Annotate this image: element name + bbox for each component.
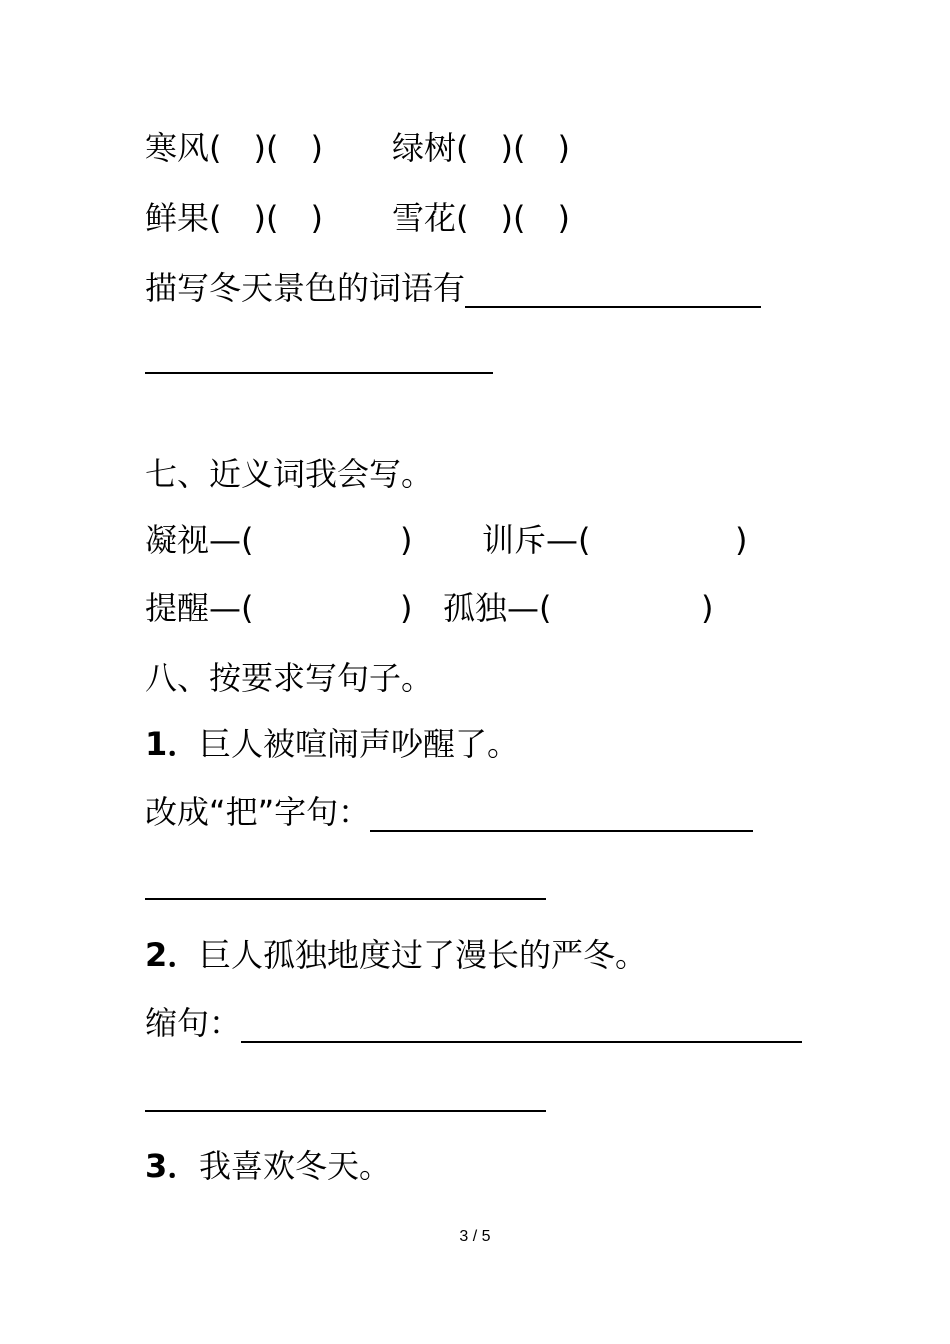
word-pair-row-1 [145, 128, 570, 168]
question-1 [145, 724, 519, 764]
question-2-answer-line-2[interactable] [145, 1110, 546, 1112]
word-xianguo: 鲜果( )( ) [145, 199, 323, 237]
question-2-number: 2． [145, 936, 200, 974]
winter-words-answer-blank[interactable] [465, 276, 761, 308]
section-7-title-text: 七、近义词我会写。 [145, 455, 434, 493]
word-pair-row-2 [145, 198, 570, 238]
question-1-task [145, 792, 753, 832]
question-1-number: 1． [145, 725, 200, 763]
question-2-text: 巨人孤独地度过了漫长的严冬。 [199, 936, 648, 974]
synonym-tixing: 提醒—( [145, 589, 254, 627]
winter-words-question [145, 268, 761, 308]
winter-words-answer-line-2[interactable] [145, 372, 493, 374]
synonym-xunchi-close: ) [735, 521, 748, 559]
question-1-task-label: 改成“把”字句： [145, 793, 371, 831]
question-1-answer-blank[interactable] [370, 800, 753, 832]
question-2-task-label: 缩句： [145, 1004, 242, 1042]
question-3-text: 我喜欢冬天。 [199, 1147, 392, 1185]
question-2 [145, 935, 647, 975]
question-1-text: 巨人被喧闹声吵醒了。 [199, 725, 520, 763]
synonym-row-1 [145, 520, 747, 560]
synonym-tixing-close: ) [400, 589, 413, 627]
word-lvshu: 绿树( )( ) [392, 129, 570, 167]
winter-words-label: 描写冬天景色的词语有 [145, 269, 466, 307]
page-number: 3 / 5 [459, 1228, 491, 1245]
question-2-task [145, 1003, 802, 1043]
synonym-xunchi: 训斥—( [482, 521, 591, 559]
section-7-title [145, 454, 433, 494]
question-3-number: 3． [145, 1147, 200, 1185]
word-hanfeng: 寒风( )( ) [145, 129, 323, 167]
synonym-row-2 [145, 588, 713, 628]
section-8-title [145, 658, 433, 698]
synonym-gudu-close: ) [701, 589, 714, 627]
synonym-ningshi: 凝视—( [145, 521, 254, 559]
question-2-answer-blank[interactable] [241, 1011, 802, 1043]
section-8-title-text: 八、按要求写句子。 [145, 659, 434, 697]
synonym-gudu: 孤独—( [443, 589, 552, 627]
question-3 [145, 1146, 391, 1186]
word-xuehua: 雪花( )( ) [392, 199, 570, 237]
synonym-ningshi-close: ) [400, 521, 413, 559]
question-1-answer-line-2[interactable] [145, 898, 546, 900]
